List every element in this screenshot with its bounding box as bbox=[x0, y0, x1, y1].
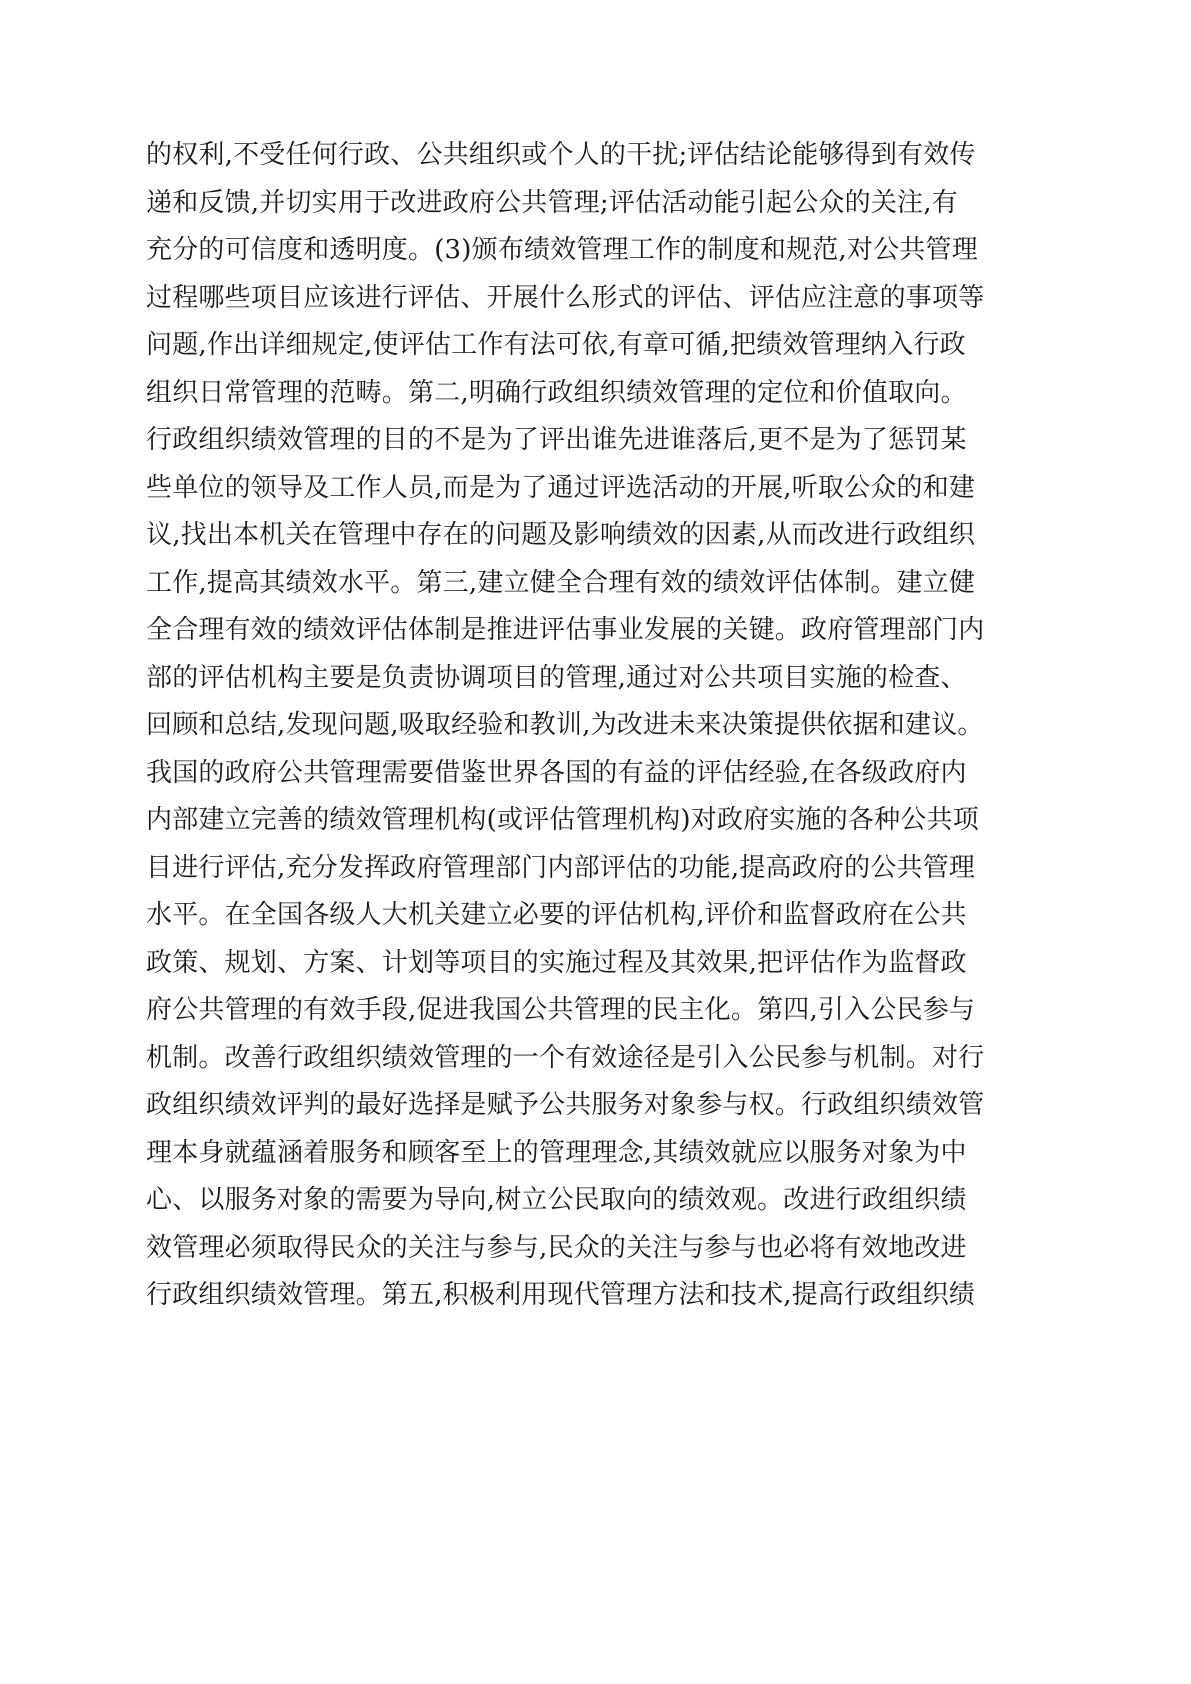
text-line: 政策、规划、方案、计划等项目的实施过程及其效果,把评估作为监督政 bbox=[146, 947, 967, 978]
text-line: 充分的可信度和透明度。(3)颁布绩效管理工作的制度和规范,对公共管理 bbox=[146, 235, 978, 265]
text-line: 回顾和总结,发现问题,吸取经验和教训,为改进未来决策提供依据和建议。 bbox=[146, 710, 984, 740]
text-line: 工作,提高其绩效水平。第三,建立健全合理有效的绩效评估体制。建立健 bbox=[146, 567, 976, 598]
text-line: 递和反馈,并切实用于改进政府公共管理;评估活动能引起公众的关注,有 bbox=[146, 187, 958, 218]
body-text bbox=[146, 132, 1066, 1320]
text-line: 议,找出本机关在管理中存在的问题及影响绩效的因素,从而改进行政组织 bbox=[146, 520, 976, 550]
text-line: 行政组织绩效管理的目的不是为了评出谁先进谁落后,更不是为了惩罚某 bbox=[146, 425, 967, 455]
text-line: 部的评估机构主要是负责协调项目的管理,通过对公共项目实施的检查、 bbox=[146, 662, 967, 693]
text-line: 全合理有效的绩效评估体制是推进评估事业发展的关键。政府管理部门内 bbox=[146, 615, 985, 645]
text-line: 效管理必须取得民众的关注与参与,民众的关注与参与也必将有效地改进 bbox=[146, 1232, 967, 1263]
text-line: 内部建立完善的绩效管理机构(或评估管理机构)对政府实施的各种公共项 bbox=[146, 805, 979, 835]
text-line: 的权利,不受任何行政、公共组织或个人的干扰;评估结论能够得到有效传 bbox=[146, 140, 976, 170]
text-line: 些单位的领导及工作人员,而是为了通过评选活动的开展,听取公众的和建 bbox=[146, 472, 976, 503]
text-line: 府公共管理的有效手段,促进我国公共管理的民主化。第四,引入公民参与 bbox=[146, 995, 976, 1025]
text-line: 水平。在全国各级人大机关建立必要的评估机构,评价和监督政府在公共 bbox=[146, 900, 967, 930]
text-line: 行政组织绩效管理。第五,积极利用现代管理方法和技术,提高行政组织绩 bbox=[146, 1280, 976, 1310]
text-line: 组织日常管理的范畴。第二,明确行政组织绩效管理的定位和价值取向。 bbox=[146, 377, 967, 408]
text-line: 问题,作出详细规定,使评估工作有法可依,有章可循,把绩效管理纳入行政 bbox=[146, 330, 966, 360]
text-line: 理本身就蕴涵着服务和顾客至上的管理理念,其绩效就应以服务对象为中 bbox=[146, 1137, 967, 1168]
text-line: 政组织绩效评判的最好选择是赋予公共服务对象参与权。行政组织绩效管 bbox=[146, 1090, 985, 1120]
text-line: 过程哪些项目应该进行评估、开展什么形式的评估、评估应注意的事项等 bbox=[146, 282, 985, 313]
text-line: 心、以服务对象的需要为导向,树立公民取向的绩效观。改进行政组织绩 bbox=[146, 1185, 967, 1215]
text-line: 我国的政府公共管理需要借鉴世界各国的有益的评估经验,在各级政府内 bbox=[146, 757, 967, 788]
text-line: 目进行评估,充分发挥政府管理部门内部评估的功能,提高政府的公共管理 bbox=[146, 852, 976, 883]
text-line: 机制。改善行政组织绩效管理的一个有效途径是引入公民参与机制。对行 bbox=[146, 1042, 985, 1073]
